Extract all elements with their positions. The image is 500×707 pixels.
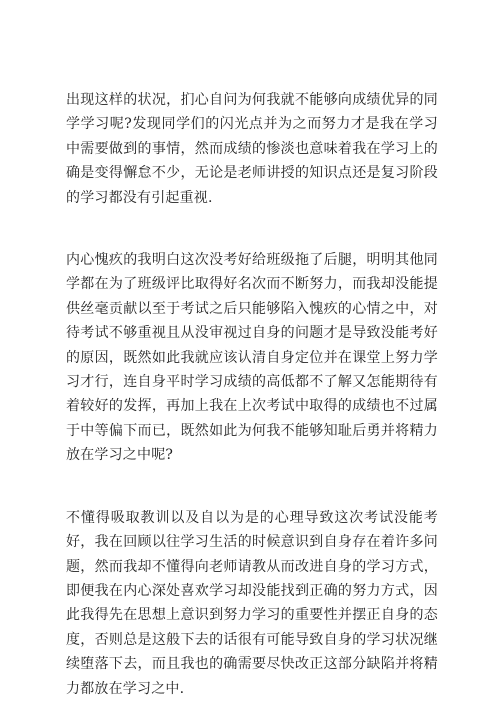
paragraph-1: 出现这样的状况，扪心自问为何我就不能够向成绩优异的同学学习呢?发现同学们的闪光点并为之而努力才是我在学习中需要做到的事情，然而成绩的惨淡也意味着我在学习上的确是变得懈怠不少，无论是老师讲授的知识点还是复习阶段的学习都没有引起重视. [66, 92, 438, 206]
document-body [66, 88, 438, 701]
paragraph-2: 内心愧疚的我明白这次没考好给班级拖了后腿，明明其他同学都在为了班级评比取得好名次而不断努力，而我却没能提供丝毫贡献以至于考试之后只能够陷入愧疚的心情之中，对待考试不够重视且从没审视过自身的问题才是导致没能考好的原因，既然如此我就应该认清自身定位并在课堂上努力学习才行，连自身平时学习成绩的高低都不了解又怎能期待有着较好的发挥，再加上我在上次考试中取得的成绩也不过属于中等偏下而已，既然如此为何我不能够知耻后勇并将精力放在学习之中呢? [66, 252, 438, 464]
paragraph-3: 不懂得吸取教训以及自以为是的心理导致这次考试没能考好，我在回顾以往学习生活的时候意识到自身存在着许多问题，然而我却不懂得向老师请教从而改进自身的学习方式，即便我在内心深处喜欢学习却没能找到正确的努力方式，因此我得先在思想上意识到努力学习的重要性并摆正自身的态度，否则总是这般下去的话很有可能导致自身的学习状况继续堕落下去，而且我也的确需要尽快改正这部分缺陷并将精力都放在学习之中. [66, 509, 438, 697]
